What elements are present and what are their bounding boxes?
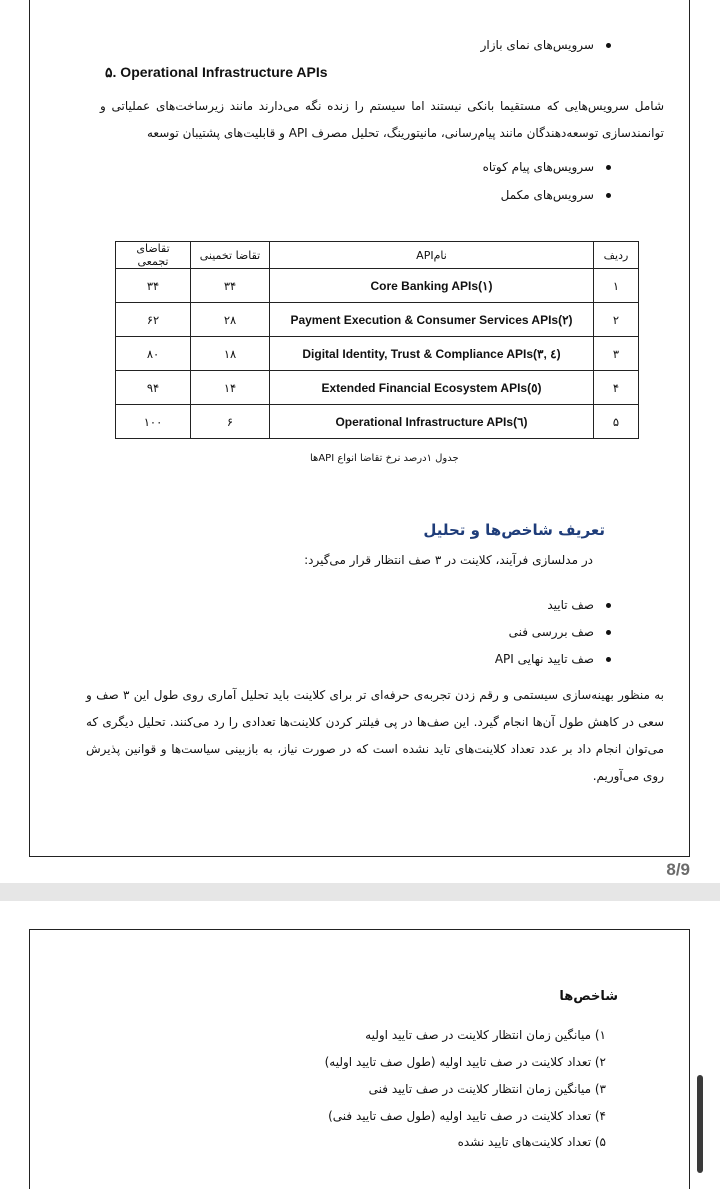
col-estimated: تقاضا تخمینی: [191, 242, 270, 269]
metric-item: ۲) تعداد کلاینت در صف تایید اولیه (طول صف تایید اولیه): [324, 1055, 606, 1069]
api-demand-table: [115, 241, 639, 439]
cell-row-number: ۵: [594, 405, 639, 439]
cell-estimated: ۱۸: [191, 337, 270, 371]
cell-cumulative: ۳۴: [116, 269, 191, 303]
cell-row-number: ۴: [594, 371, 639, 405]
cell-cumulative: ۸۰: [116, 337, 191, 371]
table-header-row: [116, 242, 639, 269]
page-indicator: 8/9: [666, 860, 690, 879]
table-row: [116, 405, 639, 439]
bullet-dot-icon: [606, 193, 611, 198]
table-row: [116, 371, 639, 405]
cell-api-name: Core Banking APIs(۱): [270, 269, 594, 303]
table-caption: جدول ۱درصد نرخ تقاضا انواع APIها: [310, 453, 459, 464]
analysis-paragraph: به منظور بهینه‌سازی سیستمی و رقم زدن تجربه‌ی حرفه‌ای تر برای کلاینت باید تحلیل آماری روی طول این ۳ صف و سعی در کاهش طول آن‌ها انجام گیرد. این صف‌ها در پی فیلتر کردن کلاینت‌ها تعدادی را رد می‌کنند. تحلیل دیگری که می‌توان انجام داد بر عدد تعداد کلاینت‌های تاید نشده است که در صورت نیاز، به بازبینی سیاست‌ها و قوانین پذیرش روی می‌آوریم.: [86, 688, 665, 783]
bullet-dot-icon: [606, 657, 611, 662]
cell-estimated: ۲۸: [191, 303, 270, 337]
cell-cumulative: ۶۲: [116, 303, 191, 337]
metric-item: ۳) میانگین زمان انتظار کلاینت در صف تایید فنی: [368, 1082, 606, 1096]
cell-row-number: ۱: [594, 269, 639, 303]
metric-item: ۴) تعداد کلاینت در صف تایید اولیه (طول صف تایید فنی): [328, 1109, 606, 1123]
analysis-section-title: تعریف شاخص‌ها و تحلیل: [423, 521, 605, 539]
bullet-dot-icon: [606, 603, 611, 608]
bullet-queue-final-approval: صف تایید نهایی API: [495, 652, 611, 666]
page-separator: [0, 883, 720, 901]
bullet-queue-tech-review: صف بررسی فنی: [509, 625, 611, 639]
metric-item: ۱) میانگین زمان انتظار کلاینت در صف تایید اولیه: [365, 1028, 606, 1042]
table-row: [116, 337, 639, 371]
vertical-scrollbar[interactable]: [697, 1075, 703, 1173]
cell-estimated: ۱۴: [191, 371, 270, 405]
cell-api-name: Digital Identity, Trust & Compliance APIs(۳, ٤): [270, 337, 594, 371]
cell-cumulative: ۱۰۰: [116, 405, 191, 439]
col-cumulative: تقاضای تجمعی: [116, 242, 191, 269]
cell-api-name: Payment Execution & Consumer Services APIs(۲): [270, 303, 594, 337]
cell-cumulative: ۹۴: [116, 371, 191, 405]
cell-api-name: Operational Infrastructure APIs(٦): [270, 405, 594, 439]
table-row: [116, 269, 639, 303]
bullet-dot-icon: [606, 165, 611, 170]
bullet-complementary-services: سرویس‌های مکمل: [501, 188, 611, 202]
bullet-queue-approval: صف تایید: [547, 598, 611, 612]
cell-estimated: ۶: [191, 405, 270, 439]
col-api-name: نامAPI: [270, 242, 594, 269]
col-row-number: ردیف: [594, 242, 639, 269]
metrics-title: شاخص‌ها: [559, 989, 618, 1004]
section-5-paragraph: شامل سرویس‌هایی که مستقیما بانکی نیستند اما سیستم را زنده نگه می‌دارند مانند زیرساخت‌های عملیاتی و توانمندسازی توسعه‌دهندگان مانند پیام‌رسانی، مانیتورینگ، تحلیل مصرف API و قابلیت‌های پشتیبان توسعه: [100, 99, 664, 140]
bullet-dot-icon: [606, 43, 611, 48]
document-page-9: [29, 929, 690, 1189]
table-row: [116, 303, 639, 337]
bullet-market-services: سرویس‌های نمای بازار: [481, 38, 611, 52]
bullet-dot-icon: [606, 630, 611, 635]
analysis-intro: در مدلسازی فرآیند، کلاینت در ۳ صف انتظار قرار می‌گیرد:: [304, 553, 593, 567]
bullet-sms-services: سرویس‌های پیام کوتاه: [483, 160, 611, 174]
cell-row-number: ۳: [594, 337, 639, 371]
document-page-8: [29, 0, 690, 857]
cell-estimated: ۳۴: [191, 269, 270, 303]
cell-row-number: ۲: [594, 303, 639, 337]
metric-item: ۵) تعداد کلاینت‌های تایید نشده: [457, 1135, 606, 1149]
section-5-heading: ۵. Operational Infrastructure APIs: [105, 64, 328, 80]
cell-api-name: Extended Financial Ecosystem APIs(٥): [270, 371, 594, 405]
